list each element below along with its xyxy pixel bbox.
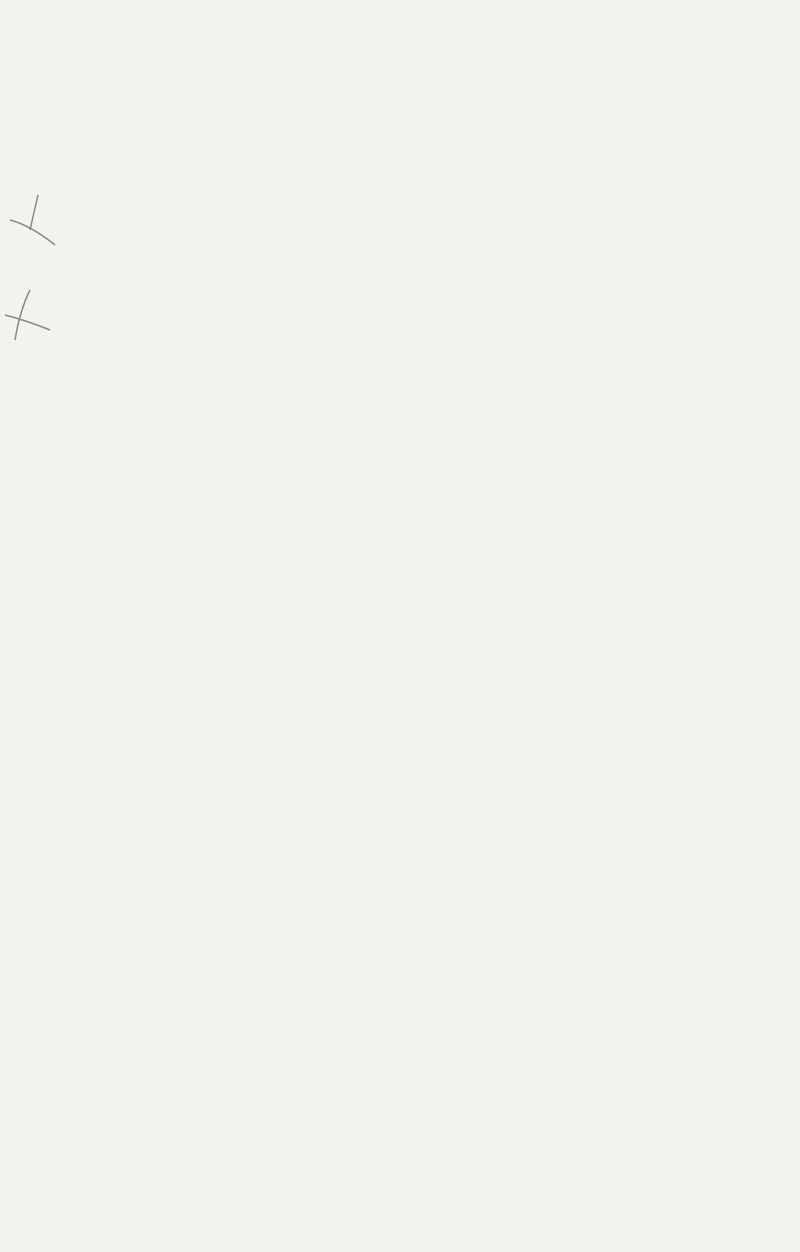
pencil-mark-icon — [0, 190, 80, 390]
